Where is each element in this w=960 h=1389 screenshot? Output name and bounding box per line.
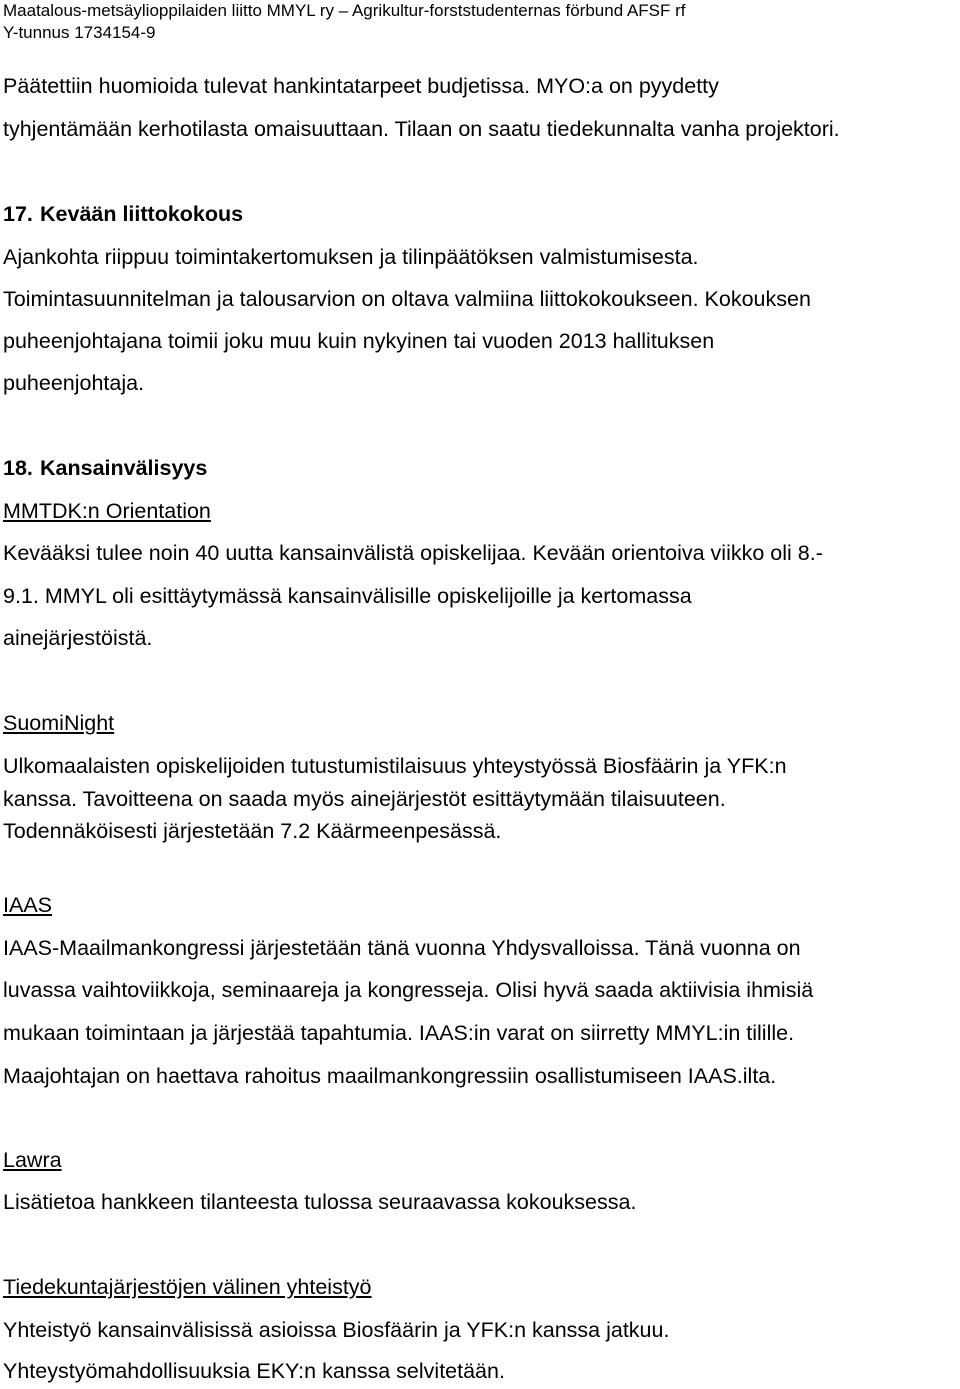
suominight-heading: SuomiNight: [3, 711, 115, 735]
section-18-title: Kansainvälisyys: [40, 456, 208, 480]
section-17-line-1: Ajankohta riippuu toimintakertomuksen ja tilinpäätöksen valmistumisesta.: [3, 245, 699, 269]
section-18-number: 18.: [3, 456, 33, 480]
suominight-line-3: Todennäköisesti järjestetään 7.2 Käärmeenpesässä.: [3, 819, 502, 843]
iaas-line-3: mukaan toimintaan ja järjestää tapahtumia. IAAS:in varat on siirretty MMYL:in tilille.: [3, 1021, 795, 1045]
lawra-line-1: Lisätietoa hankkeen tilanteesta tulossa seuraavassa kokouksessa.: [3, 1190, 637, 1214]
iaas-line-1: IAAS-Maailmankongressi järjestetään tänä vuonna Yhdysvalloissa. Tänä vuonna on: [3, 936, 801, 960]
suominight-line-2: kanssa. Tavoitteena on saada myös ainejärjestöt esittäytymään tilaisuuteen.: [3, 787, 726, 811]
iaas-line-2: luvassa vaihtoviikkoja, seminaareja ja kongresseja. Olisi hyvä saada aktiivisia ihmisiä: [3, 978, 814, 1002]
section-17-title: Kevään liittokokous: [40, 202, 244, 226]
suominight-line-1: Ulkomaalaisten opiskelijoiden tutustumistilaisuus yhteystyössä Biosfäärin ja YFK:n: [3, 754, 787, 778]
header-organization: Maatalous-metsäylioppilaiden liitto MMYL ry – Agrikultur-forststudenternas förbund AFSF rf: [3, 1, 686, 20]
intro-line-1: Päätettiin huomioida tulevat hankintatarpeet budjetissa. MYO:a on pyydetty: [3, 74, 719, 98]
mmtdk-line-1: Kevääksi tulee noin 40 uutta kansainvälistä opiskelijaa. Kevään orientoiva viikko oli 8.-: [3, 541, 823, 565]
iaas-heading: IAAS: [3, 893, 52, 917]
section-17-number: 17.: [3, 202, 33, 226]
section-17-heading: [3, 201, 243, 227]
section-17-line-2: Toimintasuunnitelman ja talousarvion on oltava valmiina liittokokoukseen. Kokouksen: [3, 287, 811, 311]
tiedekunta-heading: Tiedekuntajärjestöjen välinen yhteistyö: [3, 1275, 372, 1299]
lawra-heading: Lawra: [3, 1148, 62, 1172]
tiedekunta-line-1: Yhteistyö kansainvälisissä asioissa Biosfäärin ja YFK:n kanssa jatkuu.: [3, 1318, 670, 1342]
mmtdk-line-3: ainejärjestöistä.: [3, 626, 153, 650]
document-header: [3, 0, 686, 44]
mmtdk-heading: MMTDK:n Orientation: [3, 499, 211, 523]
iaas-line-4: Maajohtajan on haettava rahoitus maailmankongressiin osallistumiseen IAAS.ilta.: [3, 1064, 777, 1088]
section-17-line-3: puheenjohtajana toimii joku muu kuin nykyinen tai vuoden 2013 hallituksen: [3, 329, 715, 353]
intro-line-2: tyhjentämään kerhotilasta omaisuuttaan. Tilaan on saatu tiedekunnalta vanha projektori.: [3, 117, 840, 141]
section-18-heading: [3, 455, 207, 481]
tiedekunta-line-2: Yhteystyömahdollisuuksia EKY:n kanssa selvitetään.: [3, 1359, 505, 1383]
header-business-id: Y-tunnus 1734154-9: [3, 23, 156, 42]
section-17-line-4: puheenjohtaja.: [3, 371, 145, 395]
mmtdk-line-2: 9.1. MMYL oli esittäytymässä kansainvälisille opiskelijoille ja kertomassa: [3, 584, 692, 608]
